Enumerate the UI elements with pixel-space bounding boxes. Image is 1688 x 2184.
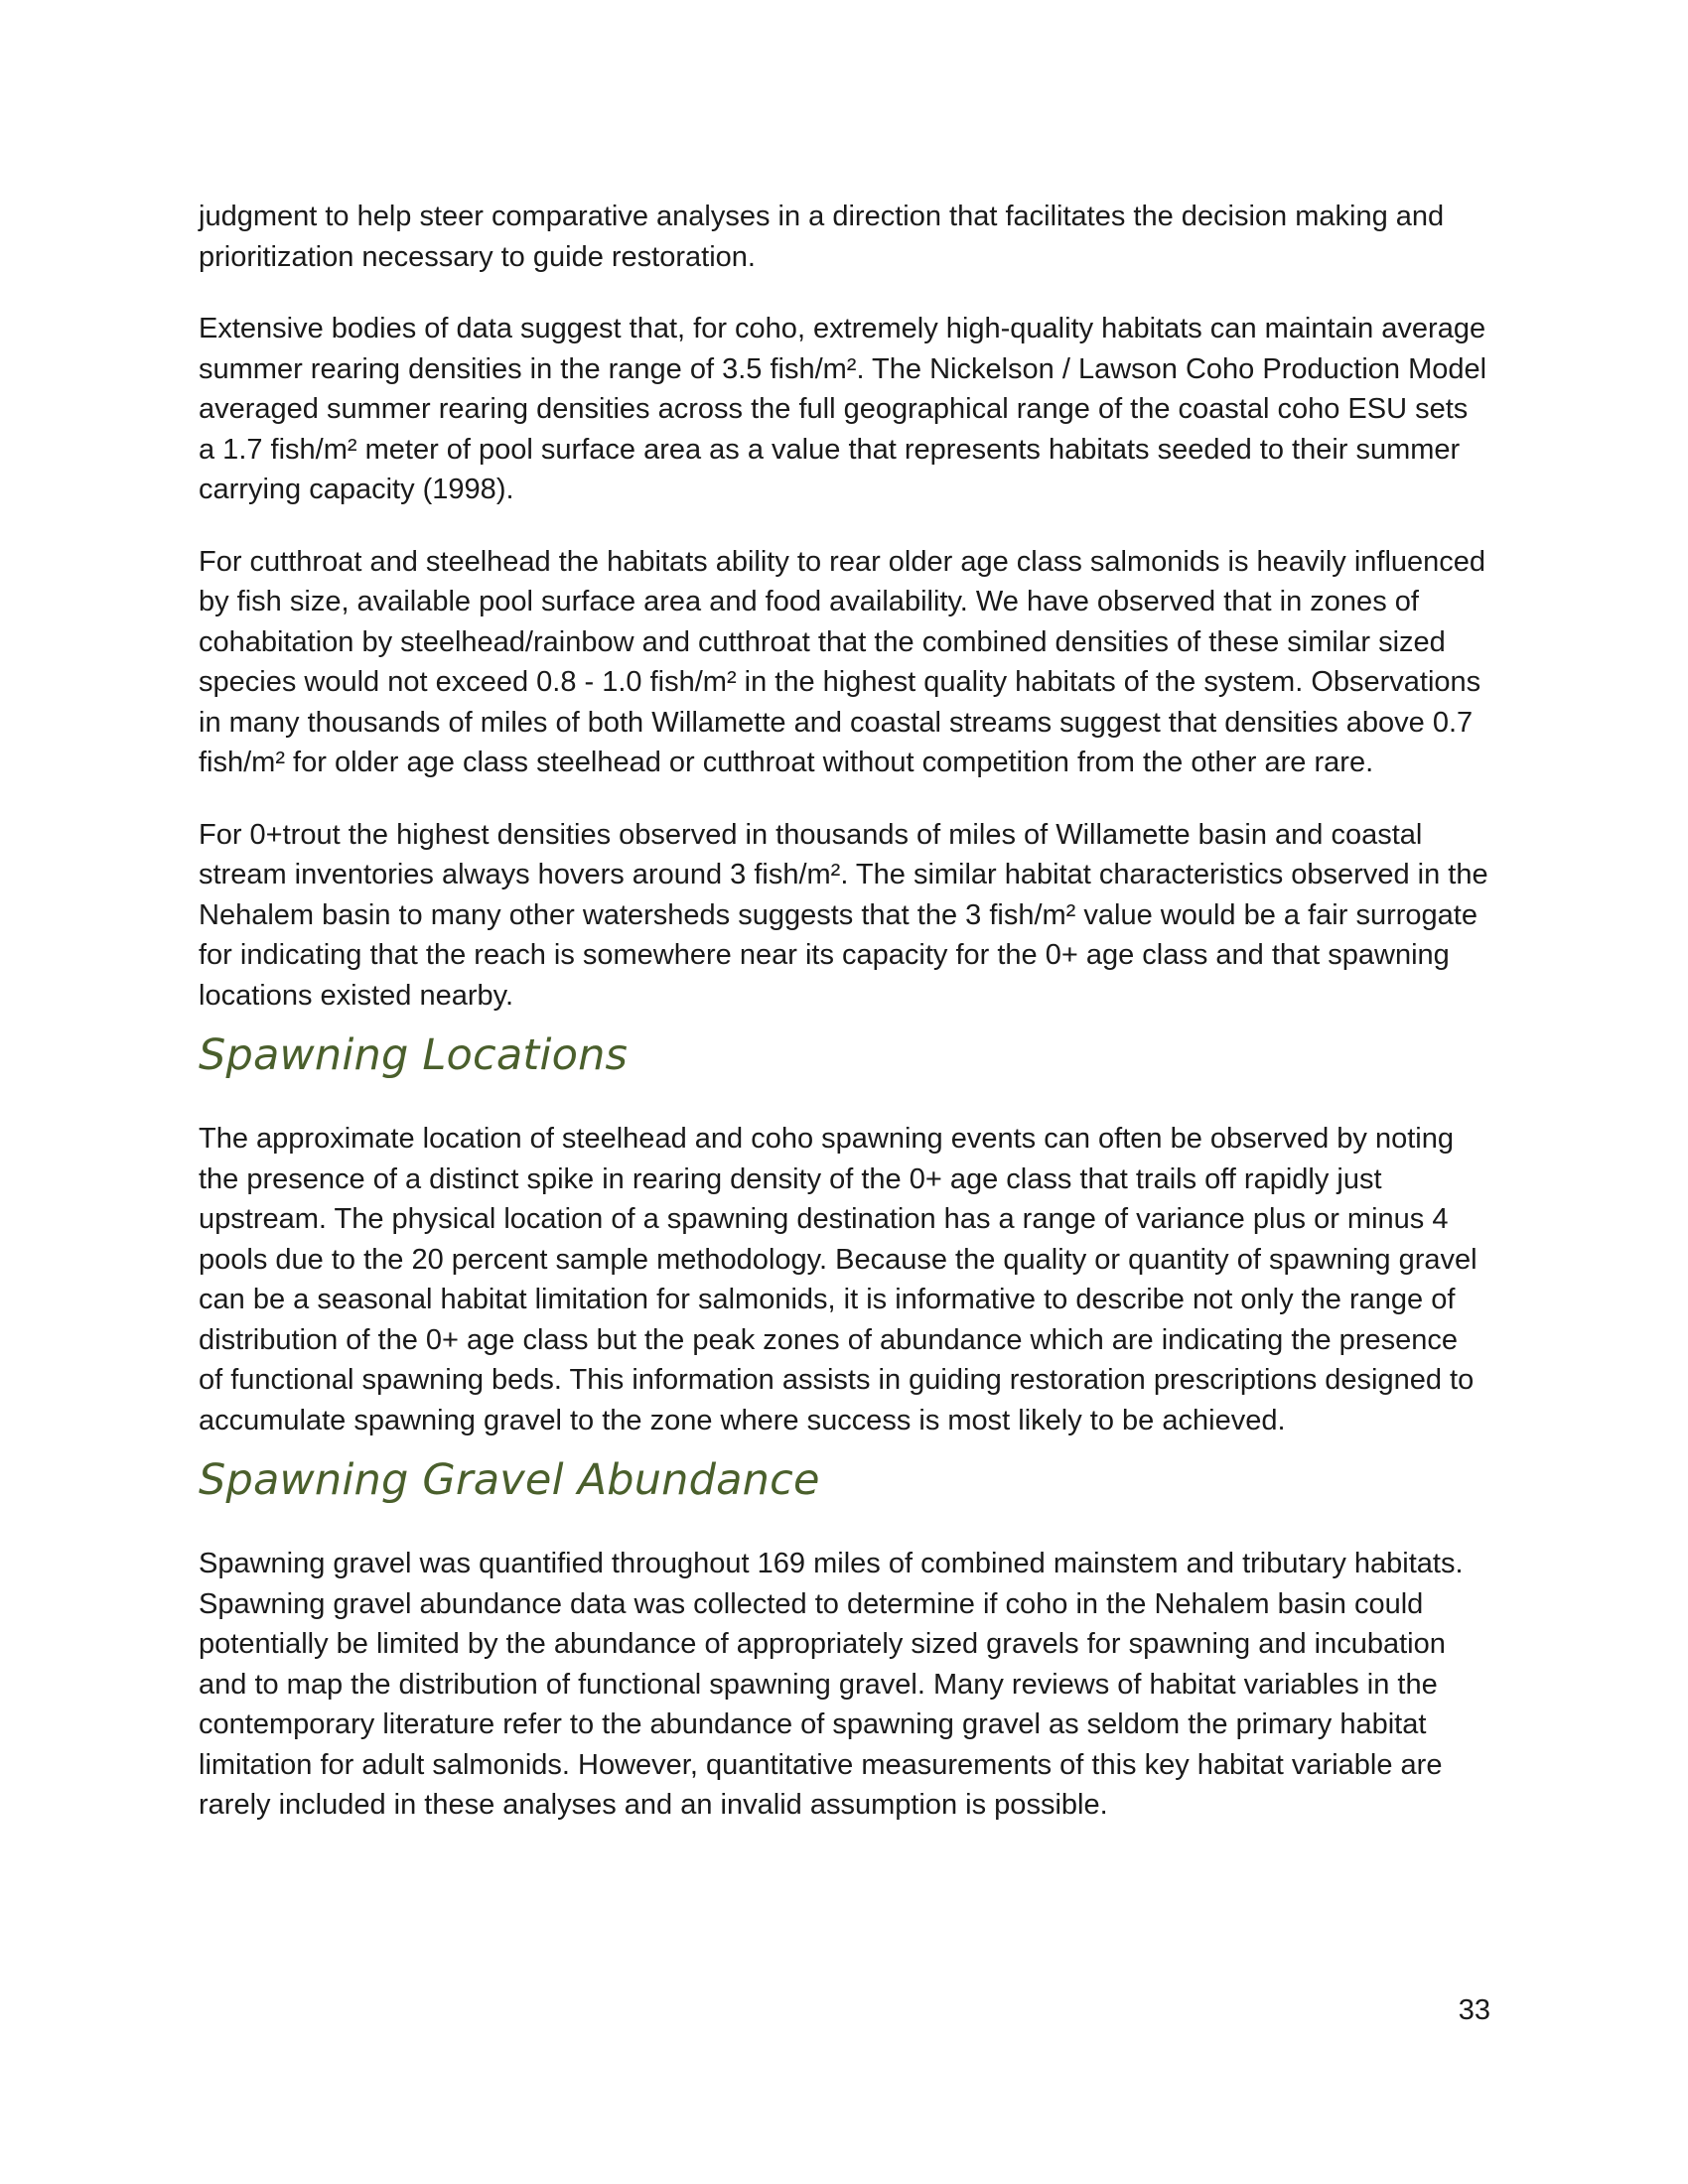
heading-spawning-locations: Spawning Locations (199, 1030, 629, 1080)
paragraph-restoration-judgment: judgment to help steer comparative analyses in a direction that facilitates the decision making and prioritization necessary to guide restoration. (199, 201, 1445, 273)
page-content (199, 197, 1489, 1857)
paragraph-trout-densities: For 0+trout the highest densities observed in thousands of miles of Willamette basin and coastal stream inventories always hovers around 3 fish/m². The similar habitat characteristics observed in the Nehalem basin to many other watersheds suggests that the 3 fish/m² value would be a fair surrogate for indicating that the reach is somewhere near its capacity for the 0+ age class and that spawning locations existed nearby. (199, 818, 1488, 1012)
heading-spawning-gravel-abundance: Spawning Gravel Abundance (199, 1455, 820, 1505)
paragraph-spawning-gravel: Spawning gravel was quantified throughout 169 miles of combined mainstem and tributary habitats. Spawning gravel abundance data was collected to determine if coho in the Nehalem basin could potentially be limited by the abundance of appropriately sized gravels for spawning and incubation and to map the distribution of functional spawning gravel. Many reviews of habitat variables in the contemporary literature refer to the abundance of spawning gravel as seldom the primary habitat limitation for adult salmonids. However, quantitative measurements of this key habitat variable are rarely included in these analyses and an invalid assumption is possible. (199, 1548, 1464, 1821)
paragraph-spawning-locations: The approximate location of steelhead and coho spawning events can often be observed by noting the presence of a distinct spike in rearing density of the 0+ age class that trails off rapidly just upstream. The physical location of a spawning destination has a range of variance plus or minus 4 pools due to the 20 percent sample methodology. Because the quality or quantity of spawning gravel can be a seasonal habitat limitation for salmonids, it is informative to describe not only the range of distribution of the 0+ age class but the peak zones of abundance which are indicating the presence of functional spawning beds. This information assists in guiding restoration prescriptions designed to accumulate spawning gravel to the zone where success is most likely to be achieved. (199, 1123, 1477, 1436)
paragraph-coho-densities: Extensive bodies of data suggest that, for coho, extremely high-quality habitats can maintain average summer rearing densities in the range of 3.5 fish/m². The Nickelson / Lawson Coho Production Model averaged summer rearing densities across the full geographical range of the coastal coho ESU sets a 1.7 fish/m² meter of pool surface area as a value that represents habitats seeded to their summer carrying capacity (1998). (199, 313, 1487, 505)
paragraph-cutthroat-steelhead: For cutthroat and steelhead the habitats ability to rear older age class salmonids is heavily influenced by fish size, available pool surface area and food availability. We have observed that in zones of cohabitation by steelhead/rainbow and cutthroat that the combined densities of these similar sized species would not exceed 0.8 - 1.0 fish/m² in the highest quality habitats of the system. Observations in many thousands of miles of both Willamette and coastal streams suggest that densities above 0.7 fish/m² for older age class steelhead or cutthroat without competition from the other are rare. (199, 545, 1486, 778)
page-number: 33 (1458, 1994, 1490, 2026)
